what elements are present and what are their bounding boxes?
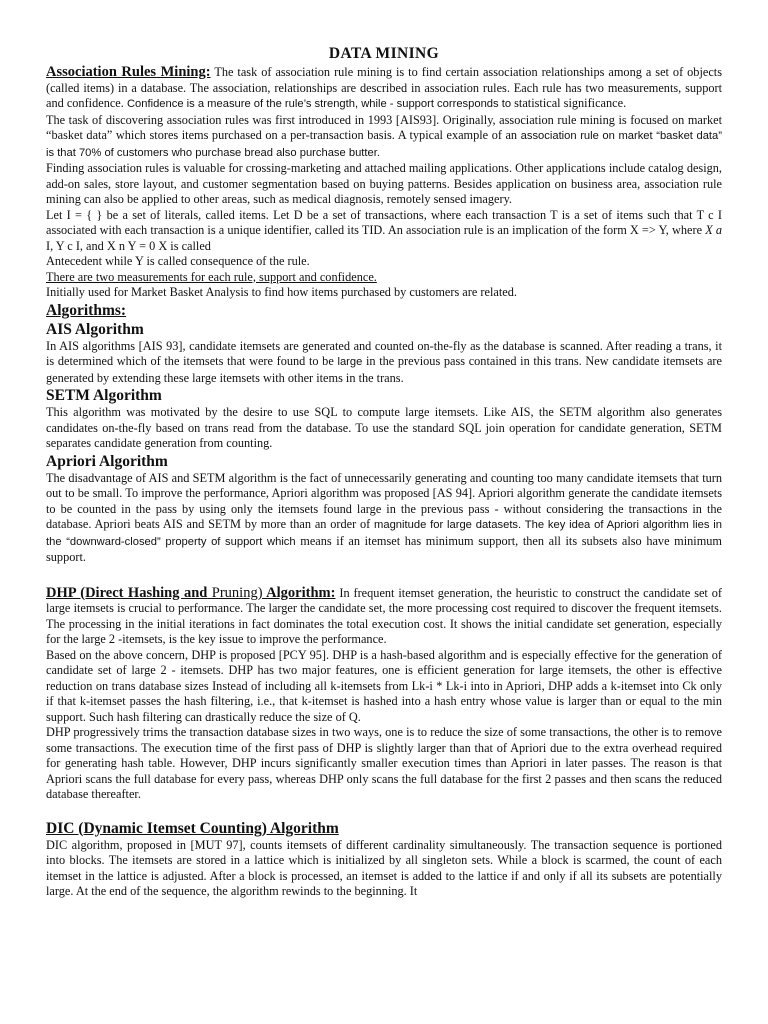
assoc-paragraph-6: There are two measurements for each rule, support and confidence. bbox=[46, 269, 377, 284]
dic-heading: DIC (Dynamic Itemset Counting) Algorithm bbox=[46, 819, 339, 837]
spacer bbox=[46, 566, 722, 586]
setm-heading: SETM Algorithm bbox=[46, 387, 162, 404]
assoc-p1c: statistical significance. bbox=[514, 96, 627, 110]
assoc-paragraph-7: Initially used for Market Basket Analysis to find how items purchased by customers are related. bbox=[46, 285, 517, 299]
assoc-p4a: Let I = { } be a set of literals, called items. Let D be a set of transactions, where each transaction T is a set of items such that T c I associated with each transaction is a unique identifier, called its TID. An association rule is an implication of the form X => Y, where bbox=[46, 207, 722, 237]
dhp-heading-part-3: Algorithm: bbox=[262, 584, 336, 601]
assoc-p4b: I, Y c I, and X n Y = 0 X is called bbox=[46, 238, 211, 253]
assoc-paragraph-3: Finding association rules is valuable for crossing-marketing and attached mailing applications. Other applications include catalog design, add-on sales, store layout, and customer segmentation based on buying patterns. Besides application on business area, association rule mining can also be applied to other areas, such as medical diagnosis, remotely sensed imagery. bbox=[46, 161, 722, 206]
dhp-paragraph-1 bbox=[46, 586, 722, 648]
assoc-paragraph-2 bbox=[46, 113, 722, 162]
assoc-p1a: The task of association rule mining is to find certain association relationships among a set of objects (called items) in a database. The association, relationships are described in association rules. Each rule has two measurements, support and confidence. bbox=[46, 65, 722, 110]
ais-p1s: large bbox=[333, 356, 363, 368]
ais-p1a: In AIS algorithms [AIS 93], candidate itemsets are generated and counted on-the-fly as the database is scanned. After reading a trans, it is determined which of the itemsets that were found to be bbox=[46, 338, 722, 368]
ais-paragraph bbox=[46, 339, 722, 387]
dhp-heading-part-2: Pruning) bbox=[207, 584, 263, 601]
spacer bbox=[46, 803, 722, 819]
assoc-p1b: Confidence is a measure of the rule’s strength, while - support corresponds to bbox=[123, 98, 512, 110]
apriori-paragraph bbox=[46, 471, 722, 566]
page-title: DATA MINING bbox=[328, 45, 440, 62]
dhp-paragraph-2: Based on the above concern, DHP is proposed [PCY 95]. DHP is a hash-based algorithm and is especially effective for the generation of candidate set of large 2 - itemsets. DHP has two major features, one is efficient generation for large itemsets, the other is effective reduction on trans database sizes Instead of including all k-itemsets from Lk-i * Lk-i into in Apriori, DHP adds a k-itemset into Ck only if that k-itemset passes the hash filtering, i.e., that k-itemset is hashed into a hash entry whose value is larger than or equal to the min support. Such hash filtering can drastically reduce the size of Q. bbox=[46, 647, 722, 724]
algorithms-heading: Algorithms: bbox=[46, 301, 127, 319]
apriori-p1s: magnitude for large datasets. The key idea of Apriori algorithm lies in the “downward-closed” property of support which bbox=[46, 519, 723, 548]
dic-paragraph: DIC algorithm, proposed in [MUT 97], counts itemsets of different cardinality simultaneously. The transaction sequence is portioned into blocks. The itemsets are stored in a lattice which is initialized by all singleton sets. While a block is scarmed, the count of each itemset in the lattice is adjusted. After a block is processed, an itemset is added to the lattice if and only if all its subsets are potentially large. At the end of the sequence, the algorithm rewinds to the beginning. It bbox=[46, 837, 722, 898]
apriori-p1a: The disadvantage of AIS and SETM algorithm is the fact of unnecessarily generating and counting too many candidate itemsets that turn out to be small. To improve the performance, Apriori algorithm was proposed [AS 94]. Apriori algorithm generate the candidate itemsets to be counted in the pass by using only the itemsets found large in the previous pass - without considering the transactions in the database. Apriori beats AIS and SETM by more than an order of bbox=[46, 470, 722, 531]
ais-heading: AIS Algorithm bbox=[46, 320, 144, 338]
apriori-heading: Apriori Algorithm bbox=[46, 452, 168, 470]
dhp-p1: In frequent itemset generation, the heuristic to construct the candidate set of large itemsets is crucial to performance. The larger the candidate set, the more processing cost required to discover the frequent itemsets. The processing in the initial iterations in fact dominates the total execution cost. It shows the initial candidate set generation, especially for the large 2 -itemsets, is the key issue to improve the performance. bbox=[46, 585, 722, 646]
assoc-paragraph-5: Antecedent while Y is called consequence of the rule. bbox=[46, 254, 310, 268]
dhp-heading bbox=[46, 585, 335, 601]
apriori-p1b: means if an itemset has minimum support, then all its subsets also have minimum support. bbox=[46, 533, 722, 564]
assoc-p2a: The task of discovering association rules was first introduced in 1993 [AIS93]. Originally, association rule mining is focused on market “basket data” which stores items purchased on a per-transaction basis. A typical example of an bbox=[46, 112, 722, 142]
dhp-paragraph-3: DHP progressively trims the transaction database sizes in two ways, one is to reduce the size of some transactions, the other is to remove some transactions. The execution time of the first pass of DHP is slightly larger than that of Apriori due to the extra overhead required for generating hash table. However, DHP incurs significantly smaller execution times than Apriori in later passes. The reason is that Apriori scans the full database for every pass, whereas DHP only scans the full database for the first 2 passes and then scans the reduced database thereafter. bbox=[46, 725, 722, 801]
assoc-paragraph-1 bbox=[46, 65, 722, 113]
assoc-heading: Association Rules Mining: bbox=[46, 64, 211, 80]
setm-paragraph: This algorithm was motivated by the desire to use SQL to compute large itemsets. Like AIS, the SETM algorithm also generates candidates on-the-fly based on trans read from the database. To use the standard SQL join operation for candidate generation, SETM separates candidate generation from counting. bbox=[46, 405, 722, 450]
ais-p1b: in the previous pass contained in this trans. New candidate itemsets are generated by extending these large itemsets with other items in the trans. bbox=[46, 354, 722, 385]
assoc-p4i: X a bbox=[705, 223, 723, 237]
assoc-p2b: association rule on market “basket data” is that 70% of customers who purchase bread also purchase butter. bbox=[46, 130, 722, 159]
dhp-heading-part-1: DHP (Direct Hashing and bbox=[46, 584, 208, 601]
assoc-paragraph-4 bbox=[46, 208, 722, 255]
